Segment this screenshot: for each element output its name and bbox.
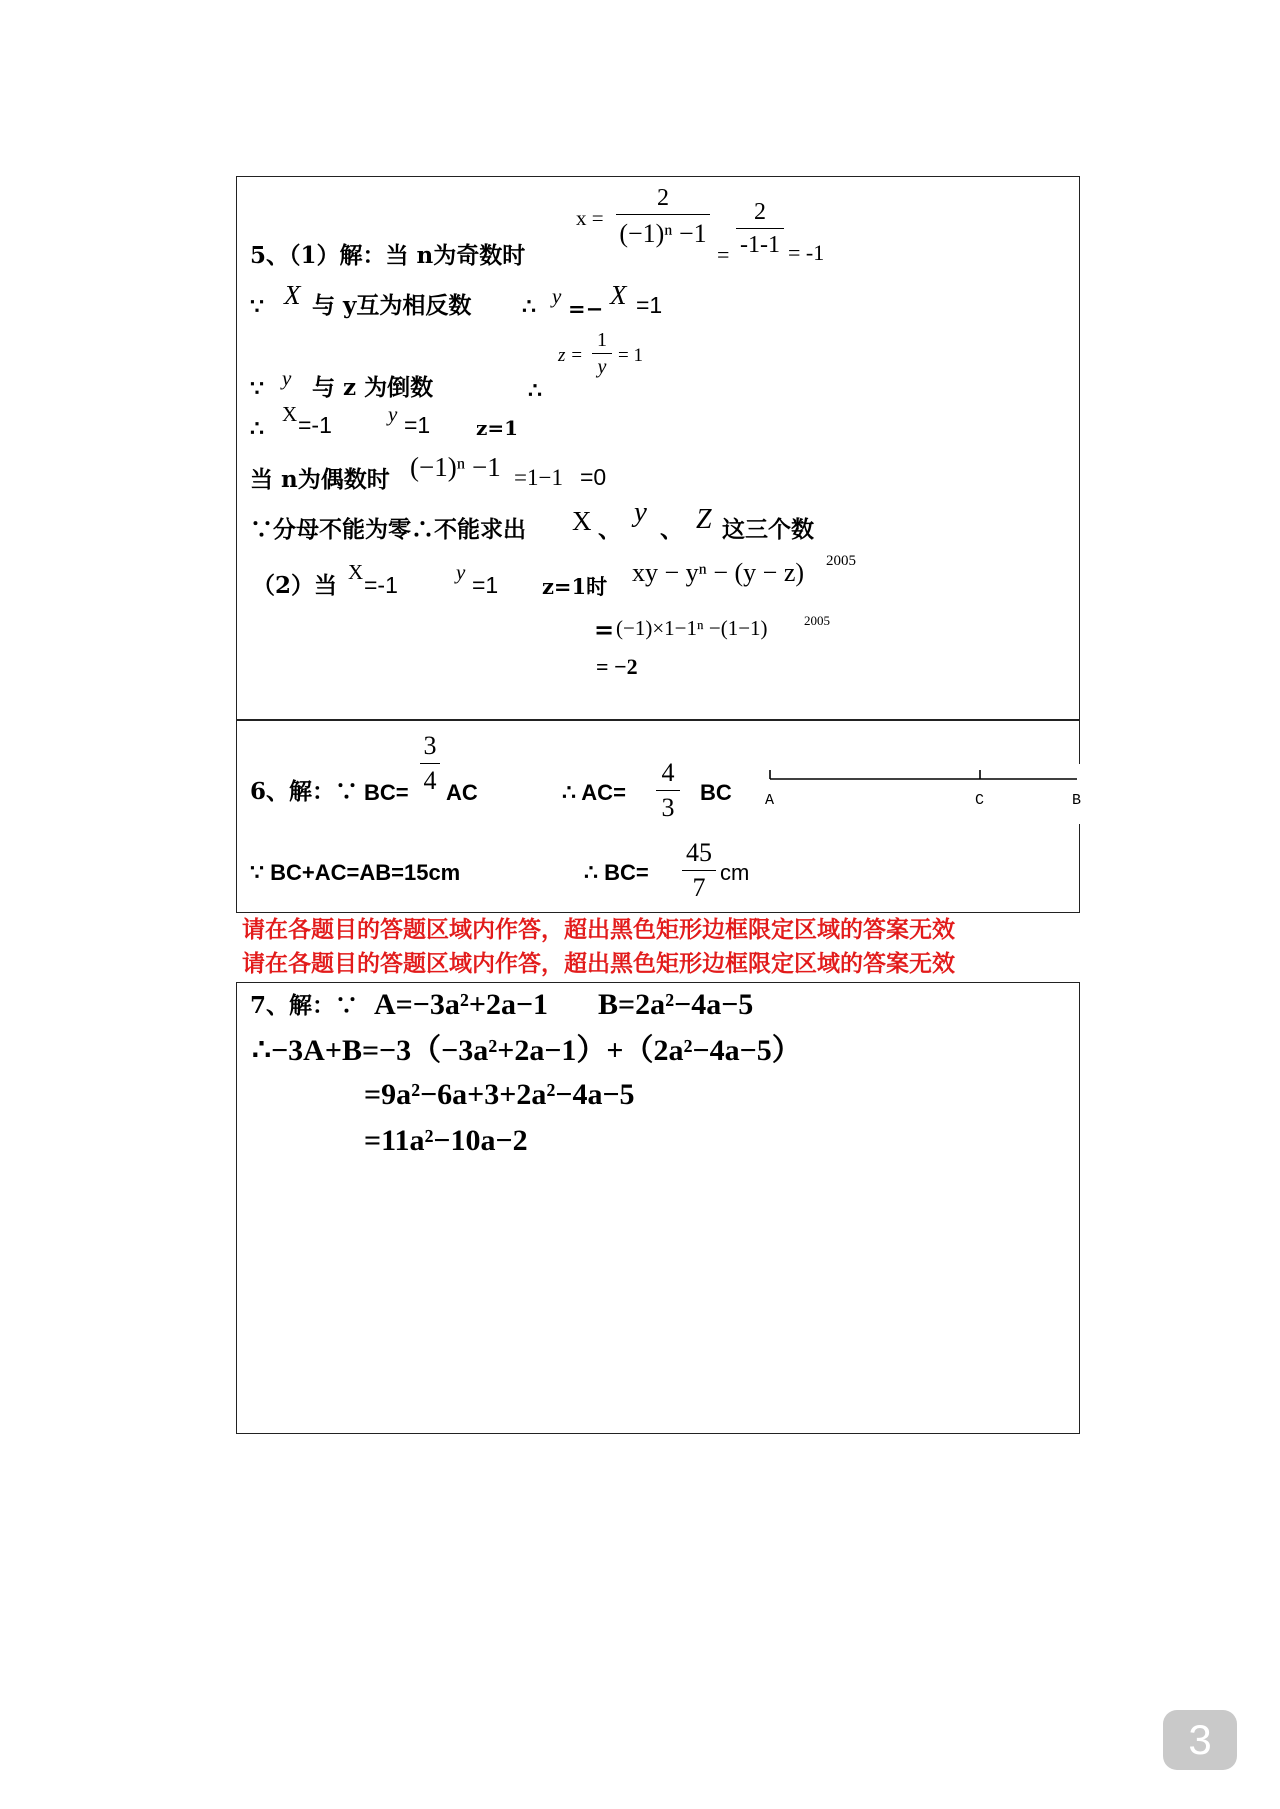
- label-a: A: [765, 792, 775, 809]
- warning-line-2: 请在各题目的答题区域内作答，超出黑色矩形边框限定区域的答案无效: [242, 950, 955, 977]
- q5-line8-expr: (−1)×1−1ⁿ −(1−1): [616, 616, 768, 640]
- q5-line2-neg: =−: [568, 296, 604, 321]
- q5-therefore-3: ∴: [250, 416, 264, 442]
- q6-bc-eq: BC=: [364, 780, 409, 805]
- q5-line4-x: =-1: [298, 412, 332, 438]
- q5-z-prefix: z =: [558, 345, 583, 366]
- q7-label: 7、解：∵: [250, 992, 359, 1019]
- q5-frac-2: [736, 200, 784, 257]
- q5-frac-main: [616, 186, 710, 247]
- q5-z-frac: [592, 330, 612, 377]
- q5-var-y-5: y: [456, 560, 466, 584]
- q5-frac-main-den: (−1)ⁿ −1: [619, 219, 707, 248]
- q7-line3: =9a²−6a+3+2a²−4a−5: [364, 1078, 635, 1111]
- q6-line2: ∵ BC+AC=AB=15cm: [250, 860, 461, 885]
- q6-frac2-num: 4: [661, 758, 675, 787]
- q5-line7-label: （2）当: [252, 572, 338, 599]
- q6-ac: AC: [446, 780, 478, 805]
- q5-therefore-1: ∴: [522, 294, 536, 320]
- q5-line4-z: z=1: [476, 416, 519, 440]
- q6-label: 6、解：∵: [250, 778, 359, 805]
- warning-line-1: 请在各题目的答题区域内作答，超出黑色矩形边框限定区域的答案无效: [242, 916, 955, 943]
- q5-z-tail: = 1: [618, 345, 643, 366]
- q5-line4-y: =1: [404, 412, 431, 438]
- q5-eq-tail: = -1: [788, 240, 825, 265]
- q5-line7-exponent: 2005: [826, 553, 856, 569]
- q6-frac-45-7: [682, 840, 716, 901]
- q5-var-x-1: X: [284, 280, 301, 310]
- q7-line1-b: B=2a²−4a−5: [598, 988, 754, 1021]
- page-number-badge: 3: [1163, 1710, 1237, 1770]
- q6-frac3-num: 45: [686, 838, 712, 867]
- q5-var-y-1: y: [552, 284, 562, 308]
- q5-line5-label: 当 n为偶数时: [250, 466, 390, 493]
- label-c: C: [975, 792, 985, 809]
- q5-line8-exponent: 2005: [804, 613, 830, 628]
- q5-var-x-5: X: [348, 560, 364, 584]
- q5-line6-tail: 这三个数: [722, 516, 814, 543]
- q5-frac-2-den: -1-1: [740, 232, 780, 258]
- q5-var-y-3: y: [388, 402, 398, 426]
- q5-sep-1: 、: [598, 516, 621, 543]
- label-b: B: [1072, 792, 1082, 809]
- q5-line5-expr: (−1)ⁿ −1: [410, 452, 501, 482]
- q5-line3-text: 与 z 为倒数: [312, 374, 434, 401]
- q5-z-frac-den: y: [597, 356, 607, 378]
- q5-line5-zero: =0: [580, 464, 607, 490]
- q6-frac1-den: 4: [423, 766, 437, 795]
- q6-segment-diagram: [760, 764, 1082, 824]
- q5-line9: = −2: [596, 654, 638, 679]
- q5-var-x-4: X: [572, 506, 592, 536]
- q6-frac2-den: 3: [661, 793, 675, 822]
- q5-eq-mid: =: [717, 242, 730, 267]
- q6-frac-4-3: [656, 760, 680, 821]
- q5-frac-main-num: 2: [657, 185, 669, 211]
- q5-var-x-2: X: [610, 280, 627, 310]
- q7-line2: ∴−3A+B=−3（−3a²+2a−1）+（2a²−4a−5）: [252, 1034, 802, 1067]
- q7-line4: =11a²−10a−2: [364, 1124, 528, 1157]
- q5-line2-eq1: =1: [636, 292, 663, 318]
- q5-line7-expr: xy − yⁿ − (y − z): [632, 558, 805, 587]
- q5-line7-z: z=1时: [542, 574, 608, 599]
- q5-therefore-2: ∴: [528, 378, 542, 404]
- q5-line7-x: =-1: [364, 572, 398, 598]
- q5-sep-2: 、: [660, 516, 683, 543]
- q5-line7-y: =1: [472, 572, 499, 598]
- q5-line1-label: 5、（1）解：当 n为奇数时: [250, 242, 526, 269]
- q5-var-y-2: y: [282, 366, 292, 390]
- q5-var-y-4: y: [634, 496, 647, 528]
- q6-therefore-ac: ∴ AC=: [562, 780, 626, 805]
- q6-frac1-num: 3: [423, 731, 437, 760]
- q5-var-z: Z: [696, 504, 712, 535]
- q5-var-x-3: X: [282, 402, 298, 426]
- q5-line2-text: 与 y互为相反数: [312, 292, 472, 319]
- q5-line8-eq: =: [594, 615, 615, 644]
- q5-because-2: ∵: [250, 376, 264, 402]
- q6-unit: cm: [720, 860, 750, 885]
- q5-frac-2-num: 2: [754, 199, 766, 225]
- q5-x-eq: x =: [576, 206, 604, 230]
- q6-therefore-bc: ∴ BC=: [584, 860, 649, 885]
- q6-frac-3-4: [420, 733, 440, 794]
- q5-line5-eq: =1−1: [514, 465, 563, 490]
- q5-z-frac-num: 1: [597, 329, 607, 351]
- q5-because-1: ∵: [250, 294, 264, 320]
- q5-line6-text: ∵分母不能为零∴不能求出: [250, 516, 526, 543]
- q6-frac3-den: 7: [692, 873, 706, 902]
- q6-bc: BC: [700, 780, 732, 805]
- q7-line1-a: A=−3a²+2a−1: [374, 988, 549, 1021]
